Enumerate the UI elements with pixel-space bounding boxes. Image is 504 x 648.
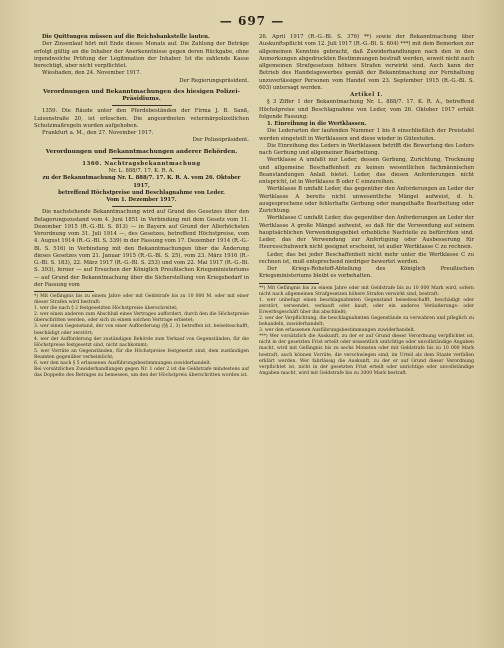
footnote: 4. wer der Aufforderung der zuständigen Behörde zum Verkauf von Gegenständen, für die Höchstpreise festgesetzt sind, nicht nachkommt; [34,336,249,348]
reference-line: betreffend Höchstpreise und Beschlagnahme von Leder. [58,189,225,196]
divider [112,158,172,159]
footnote: 2. wer der Verpflichtung, die beschlagnahmten Gegenstände zu verwahren und pfleglich zu behandeln, zuwiderhandelt; [259,315,474,328]
notice-1360-title: 1360. Nachtragsbekanntmachung [82,160,201,167]
paragraph: Leder, das bei jeder Beschaffenheit nicht mehr unter die Wertklasse C zu rechnen ist, muß entsprechend niedriger bewertet werden. [259,251,474,265]
paragraph: Die Quittungen müssen auf die Reichsbankstelle lauten. [42,34,210,40]
footnote: Bei vorsätzlichen Zuwiderhandlungen gegen Nr. 1 oder 2 ist die Geldstrafe mindestens auf das Doppelte des Betrages zu bemessen, um den der Höchstpreis überschritten worden ist. [34,367,249,379]
subheading: 1. Einreihung in die Wertklassen. [267,121,367,127]
divider [112,206,172,207]
footnote-divider [259,283,319,284]
page-number: — 697 — [219,14,285,28]
section-heading: Verordnungen und Bekanntmachungen des hiesigen Polizei-Präsidiums. [43,88,240,102]
footnote: 1. wer unbefugt einen beschlagnahmten Gegenstand beiseiteschafft, beschädigt oder zerstört, verwendet, verkauft oder kauft, oder ein anderes Veräußerungs- oder Erwerbsgeschäft über ihn abschließt; [259,297,474,315]
footnote: 3. wer einen Gegenstand, der von einer Aufforderung (§§ 2, 3) betroffen ist, beiseiteschafft, beschädigt oder zerstört; [34,324,249,336]
reference-line: Nr. L. 888/7. 17. K. R. A. [108,168,175,174]
section-heading: Verordnungen und Bekanntmachungen anderer Behörden. [45,148,238,155]
paragraph: Die Lederarten der laufenden Nummer 1 bis 8 einschließlich der Preistafel werden eingeteilt in Wertklassen und diese wieder in Gütestufen. [259,128,474,142]
reference-date: Vom 1. Dezember 1917. [106,197,177,203]
notice-1359: 1359. Die Räude unter den Pferdebeständen der Firma J. B. Sanß, Luisenstraße 20, ist erloschen. Die angeordneten veterinärpolizeilichen Schutzmaßregeln wurden aufgehoben. [34,108,249,129]
signature: Der Regierungspräsident. [179,77,249,84]
footnote: **) Mit Gefängnis bis zu einem Jahre oder mit Geldstrafe bis zu 10 000 Mark wird, sofern nicht nach allgemeinen Strafgesetzen höhere Strafen verwirkt sind, bestraft: [259,285,474,297]
body-text: 26. April 1917 (R.-G.-Bl. S. 376) **) sowie der Bekanntmachung über Auskunftspflicht vom 12. Juli 1917 (R.-G.-Bl. S. 604) ***) mit dem Bemerken zur allgemeinen Kenntnis gebracht, daß Zuwiderhandlungen nach den in den Anmerkungen abgedruckten Bestimmungen bestraft werden, soweit nicht nach allgemeinen Strafgesetzen höhere Strafen verwirkt sind. Auch kann der Betrieb des Handelsgewerbes gemäß der Bekanntmachung zur Fernhaltung unzuverlässiger Personen vom Handel vom 23. September 1915 (R.-G.-Bl. S. 603) untersagt werden. [259,34,474,91]
date-line: Frankfurt a. M., den 27. November 1917. [42,130,154,136]
paragraph: Der Zinsenlauf hört mit Ende dieses Monats auf. Die Zahlung der Beträge erfolgt gültig an die Inhaber der Anerkenntnisse gegen deren Rückgabe, ohne irgendwelche Prüfung der Legitimation der Inhaber. Ist die zahlende Kasse berechtigt, aber nicht verpflichtet. [34,41,249,69]
footnote: 1. wer die nach § 2 festgesetzten Höchstpreise überschreitet; [34,306,178,312]
right-column [259,34,474,377]
footnote: 5. wer Vorräte an Gegenständen, für die Höchstpreise festgesetzt sind, dem zuständigen Beamten gegenüber verheimlicht; [34,348,249,360]
paragraph: Wertklasse A umfaßt nur Leder, dessen Gerbung, Zurichtung, Trocknung und allgemeine Beschaffenheit zu keinen wesentlichen fachmännischen Beanstandungen Anlaß bietet. Leder, das diesen Anforderungen nicht entspricht, ist in Wertklasse B oder C einzureihen. [259,157,474,185]
left-column [34,34,249,379]
body-text: Die nachstehende Bekanntmachung wird auf Grund des Gesetzes über den Belagerungszustand vom 4. Juni 1851 in Verbindung mit dem Gesetz vom 11. Dezember 1915 (R.-G.-Bl. S. 813) — in Bayern auf Grund der Allerhöchsten Verordnung vom 31. Juli 1914 —, des Gesetzes, betreffend Höchstpreise, vom 4. August 1914 (R.-G.-Bl. S. 339) in der Fassung vom 17. Dezember 1914 (R.-G.-Bl. S. 516) in Verbindung mit den Bekanntmachungen über die Änderung dieses Gesetzes vom 21. Januar 1915 (R.-G.-Bl. S. 25), vom 23. März 1916 (R.-G.-Bl. S. 183), 22. März 1917 (R.-G.-Bl. S. 253) und vom 22. Mai 1917 (R.-G.-Bl. S. 393), ferner — auf Ersuchen der Königlich Preußischen Kriegsministeriums — auf Grund der Bekanntmachung über die Sicherstellung von Kriegsbedarf in der Fassung vom [34,209,249,288]
divider [112,105,172,106]
footnote: 2. wer einen anderen zum Abschluß eines Vertrages auffordert, durch den die Höchstpreise überschritten werden, oder sich zu einem solchen Vertrage erbietet; [34,312,249,324]
footnote: ***) Wer vorsätzlich die Auskunft, zu der er auf Grund dieser Verordnung verpflichtet ist, nicht in der gesetzten Frist erteilt oder wissentlich unrichtige oder unvollständige Angaben macht, wird mit Gefängnis bis zu sechs Monaten oder mit Geldstrafe bis zu 10 000 Mark bestraft, auch können Vorräte, die verschwiegen sind, im Urteil als dem Staate verfallen erklärt werden. Wer fahrlässig die Auskunft, zu der er auf Grund dieser Verordnung verpflichtet ist, nicht in der gesetzten Frist erteilt oder unrichtige oder unvollständige Angaben macht, wird mit Geldstrafe bis zu 3000 Mark bestraft. [259,334,474,376]
paragraph: Wertklasse B umfaßt Leder, das gegenüber den Anforderungen an Leder der Wertklasse A bereits nicht unwesentliche Mängel aufweist, d. h. ausgesprochene oder fehlerhafte Gerbung oder mangelhafte Bearbeitung oder Zurichtung. [259,186,474,214]
signature: Der Polizeipräsident. [192,137,249,144]
reference-line: zu der Bekanntmachung Nr. L. 888/7. 17. K. R. A. vom 26. Oktober 1917, [42,175,241,189]
footnote: *) Mit Gefängnis bis zu einem Jahre oder mit Geldstrafe bis zu 10 000 M. oder mit einer dieser Strafen wird bestraft: [34,294,249,306]
paragraph: § 3 Ziffer 1 der Bekanntmachung Nr. L. 888/7. 17. K. R. A., betreffend Höchstpreise und Beschlagnahme von Leder, vom 26. Oktober 1917 erhält folgende Fassung: [259,99,474,120]
footnote: 6. wer den nach § 5 erlassenen Ausführungsbestimmungen zuwiderhandelt. [34,361,212,367]
article-heading: Artikel I. [350,92,383,98]
footnote: 3. wer den erlassenen Ausführungsbestimmungen zuwiderhandelt. [259,328,416,334]
paragraph: Die Einreihung des Leders in Wertklassen betrifft die Bewertung des Leders nach Gerbung und allgemeiner Bearbeitung. [259,142,474,156]
date-line: Wiesbaden, den 24. November 1917. [42,70,142,77]
paragraph: Der Kriegs-Rohstoff-Abteilung des Königlich Preußischen Kriegsministeriums bleibt es vorbehalten. [259,266,474,280]
footnote-divider [34,291,94,292]
paragraph: Wertklasse C umfaßt Leder, das gegenüber den Anforderungen an Leder der Wertklasse A große Mängel aufweist, so daß für die Verwendung auf seinem hauptsächlichen Verwendungsgebiet erhebliche Nachteile zu befürchten sind. Leder, das der Verwendung zur Anfertigung oder Ausbesserung für Heeresschuhwerk nicht geeignet erscheint, ist außer Wertklasse C zu rechnen. [259,215,474,251]
